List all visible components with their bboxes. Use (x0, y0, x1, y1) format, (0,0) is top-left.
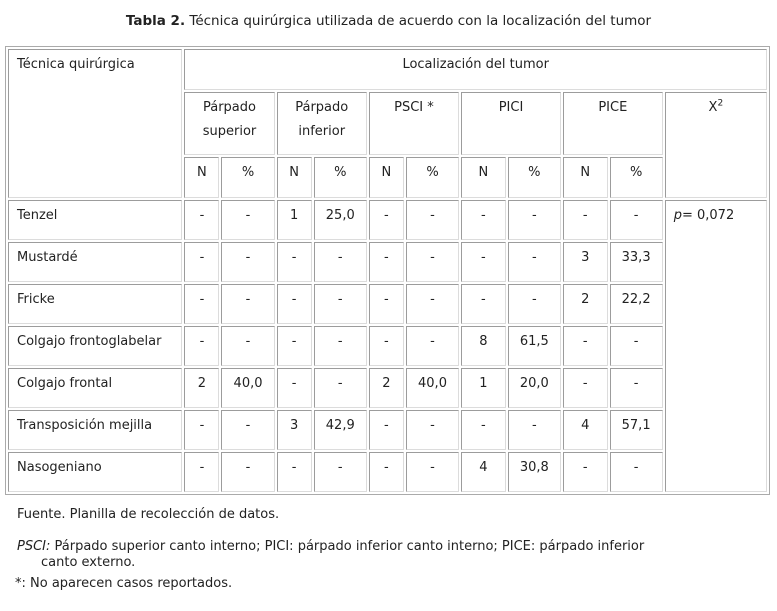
header-group-parpado-superior: Párpado superior (184, 92, 274, 155)
table-row (8, 326, 767, 366)
table-cell: - (461, 242, 506, 282)
header-group-pici: PICI (461, 92, 561, 155)
table-cell: 61,5 (508, 326, 561, 366)
table-cell: 30,8 (508, 452, 561, 492)
table-cell: - (184, 410, 219, 450)
row-technique-name: Nasogeniano (8, 452, 182, 492)
table-cell: - (461, 284, 506, 324)
header-group-pice: PICE (563, 92, 663, 155)
subheader-percent: % (221, 157, 274, 198)
subheader-n: N (277, 157, 312, 198)
source-note: Fuente. Planilla de recolección de datos. (17, 507, 280, 522)
table-cell: - (508, 200, 561, 240)
row-technique-name: Colgajo frontal (8, 368, 182, 408)
table-cell: - (314, 284, 367, 324)
table-cell: 3 (563, 242, 608, 282)
table-cell: - (610, 326, 663, 366)
table-cell: - (508, 284, 561, 324)
table-cell: - (406, 242, 459, 282)
table-cell: 4 (563, 410, 608, 450)
table-caption (0, 13, 777, 29)
caption-text: Técnica quirúrgica utilizada de acuerdo con la localización del tumor (185, 13, 652, 29)
table-cell: - (563, 452, 608, 492)
table-cell: - (406, 326, 459, 366)
table-row (8, 284, 767, 324)
header-location: Localización del tumor (184, 49, 767, 90)
table-cell: - (406, 452, 459, 492)
table-cell: - (563, 200, 608, 240)
table-row (8, 452, 767, 492)
table-cell: - (461, 410, 506, 450)
header-group-parpado-inferior: Párpado inferior (277, 92, 367, 155)
table-cell: - (221, 326, 274, 366)
table-row (8, 368, 767, 408)
row-technique-name: Fricke (8, 284, 182, 324)
table-cell: - (277, 452, 312, 492)
table-cell: 25,0 (314, 200, 367, 240)
surgical-technique-table (5, 46, 770, 495)
table-cell: - (314, 242, 367, 282)
table-cell: - (369, 284, 404, 324)
table-cell: - (508, 242, 561, 282)
table-cell: - (221, 200, 274, 240)
table-cell: - (184, 452, 219, 492)
header-group-psci: PSCI * (369, 92, 459, 155)
table-cell: - (369, 452, 404, 492)
header-technique: Técnica quirúrgica (8, 49, 182, 198)
table-cell: 2 (563, 284, 608, 324)
table-cell: - (314, 368, 367, 408)
table-cell: - (406, 410, 459, 450)
row-technique-name: Colgajo frontoglabelar (8, 326, 182, 366)
table-row (8, 410, 767, 450)
table-cell: 42,9 (314, 410, 367, 450)
header-chi-square: $X^2$ (665, 92, 767, 198)
table-cell: - (563, 368, 608, 408)
table-cell: 1 (461, 368, 506, 408)
subheader-n: N (184, 157, 219, 198)
table-cell: 2 (184, 368, 219, 408)
table-cell: - (184, 200, 219, 240)
subheader-percent: % (406, 157, 459, 198)
table-cell: - (406, 284, 459, 324)
table-cell: - (184, 284, 219, 324)
table-cell: - (406, 200, 459, 240)
table-cell: - (221, 452, 274, 492)
table-cell: 20,0 (508, 368, 561, 408)
table-cell: - (369, 242, 404, 282)
table-cell: - (184, 242, 219, 282)
row-technique-name: Transposición mejilla (8, 410, 182, 450)
table-cell: - (314, 452, 367, 492)
table-cell: - (221, 242, 274, 282)
table-cell: 40,0 (221, 368, 274, 408)
table-cell: 3 (277, 410, 312, 450)
abbreviation-term: PSCI: (17, 539, 51, 554)
table-cell: - (277, 368, 312, 408)
table-cell: 22,2 (610, 284, 663, 324)
subheader-n: N (461, 157, 506, 198)
subheader-percent: % (508, 157, 561, 198)
table-cell: 33,3 (610, 242, 663, 282)
caption-label: Tabla 2. (125, 13, 186, 29)
table-cell: - (221, 284, 274, 324)
table-cell: - (369, 410, 404, 450)
table-cell: - (461, 200, 506, 240)
table-cell: - (369, 200, 404, 240)
subheader-n: N (369, 157, 404, 198)
table-cell: - (277, 284, 312, 324)
row-technique-name: Tenzel (8, 200, 182, 240)
table-cell: 2 (369, 368, 404, 408)
table-cell: - (508, 410, 561, 450)
table-cell: - (610, 368, 663, 408)
table-cell: - (563, 326, 608, 366)
table-cell: - (221, 410, 274, 450)
abbreviations-note: PSCI: Párpado superior canto interno; PICI: párpado inferior canto interno; PICE: párpado inferior canto externo. (17, 539, 645, 570)
table-cell: 4 (461, 452, 506, 492)
table-cell: - (184, 326, 219, 366)
chi-square-value: p= 0,072 (665, 200, 767, 492)
table-cell: - (610, 452, 663, 492)
table-cell: - (277, 326, 312, 366)
table-cell: 40,0 (406, 368, 459, 408)
subheader-n: N (563, 157, 608, 198)
table-cell: 57,1 (610, 410, 663, 450)
table-cell: 8 (461, 326, 506, 366)
table-cell: - (314, 326, 367, 366)
table-row (8, 200, 767, 240)
table-cell: 1 (277, 200, 312, 240)
subheader-percent: % (610, 157, 663, 198)
table-cell: - (610, 200, 663, 240)
table-cell: - (369, 326, 404, 366)
subheader-percent: % (314, 157, 367, 198)
footnote: *: No aparecen casos reportados. (15, 576, 233, 591)
table-cell: - (277, 242, 312, 282)
table-row (8, 242, 767, 282)
row-technique-name: Mustardé (8, 242, 182, 282)
